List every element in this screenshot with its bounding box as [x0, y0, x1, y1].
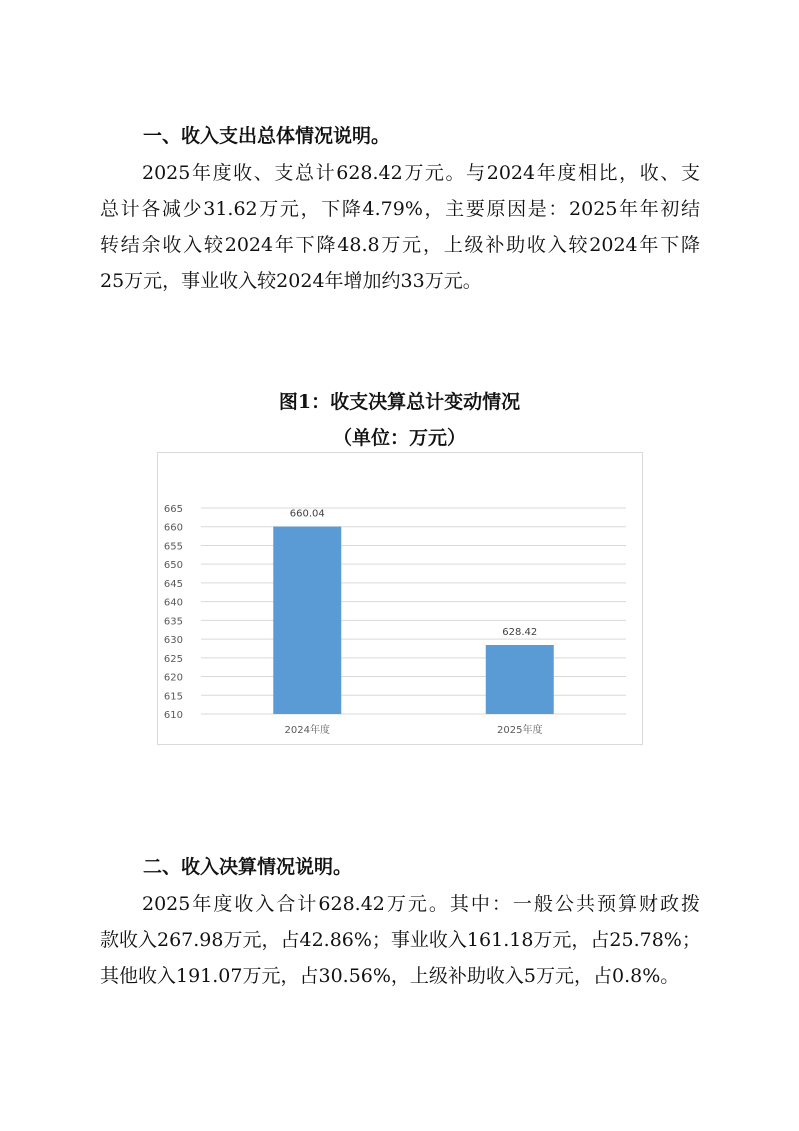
- bar-0: [273, 527, 341, 714]
- chart-unit: （单位：万元）: [332, 427, 466, 449]
- y-tick-label-630: 630: [163, 635, 183, 647]
- y-tick-label-610: 610: [163, 710, 183, 721]
- y-tick-label-665: 665: [163, 504, 183, 515]
- section2-line-2: 款收入267.98万元，占42.86%；事业收入161.18万元，占25.78%；: [100, 929, 701, 951]
- section1-heading: 一、收入支出总体情况说明。: [143, 125, 391, 147]
- section2-heading: 二、收入决算情况说明。: [143, 856, 353, 878]
- chart-title: 图1：收支决算总计变动情况: [278, 391, 521, 413]
- x-tick-label-1: 2025年度: [497, 725, 543, 736]
- y-tick-label-655: 655: [163, 541, 183, 553]
- section2-line-1: 2025年度收入合计628.42万元。其中：一般公共预算财政拨: [142, 893, 700, 915]
- y-tick-label-650: 650: [163, 560, 183, 572]
- y-tick-label-640: 640: [163, 597, 183, 609]
- bar-1: [486, 645, 554, 714]
- section1-line-1: 2025年度收、支总计628.42万元。与2024年度相比，收、支: [142, 162, 700, 184]
- data-label-0: 660.04: [289, 508, 325, 520]
- bar-chart-frame: [157, 452, 643, 745]
- y-tick-label-615: 615: [163, 691, 183, 703]
- bar-chart: [158, 453, 642, 744]
- section1-line-4: 25万元，事业收入较2024年增加约33万元。: [100, 270, 482, 292]
- y-tick-label-660: 660: [163, 522, 183, 534]
- y-tick-label-645: 645: [163, 578, 183, 590]
- y-tick-label-635: 635: [163, 616, 183, 628]
- x-tick-label-0: 2024年度: [284, 725, 330, 736]
- section2-line-3: 其他收入191.07万元，占30.56%，上级补助收入5万元，占0.8%。: [100, 965, 680, 987]
- y-tick-label-625: 625: [163, 653, 183, 665]
- section1-line-3: 转结余收入较2024年下降48.8万元，上级补助收入较2024年下降: [100, 234, 700, 256]
- y-tick-label-620: 620: [163, 672, 183, 684]
- data-label-1: 628.42: [502, 627, 538, 639]
- section1-line-2: 总计各减少31.62万元，下降4.79%，主要原因是：2025年年初结: [100, 198, 700, 220]
